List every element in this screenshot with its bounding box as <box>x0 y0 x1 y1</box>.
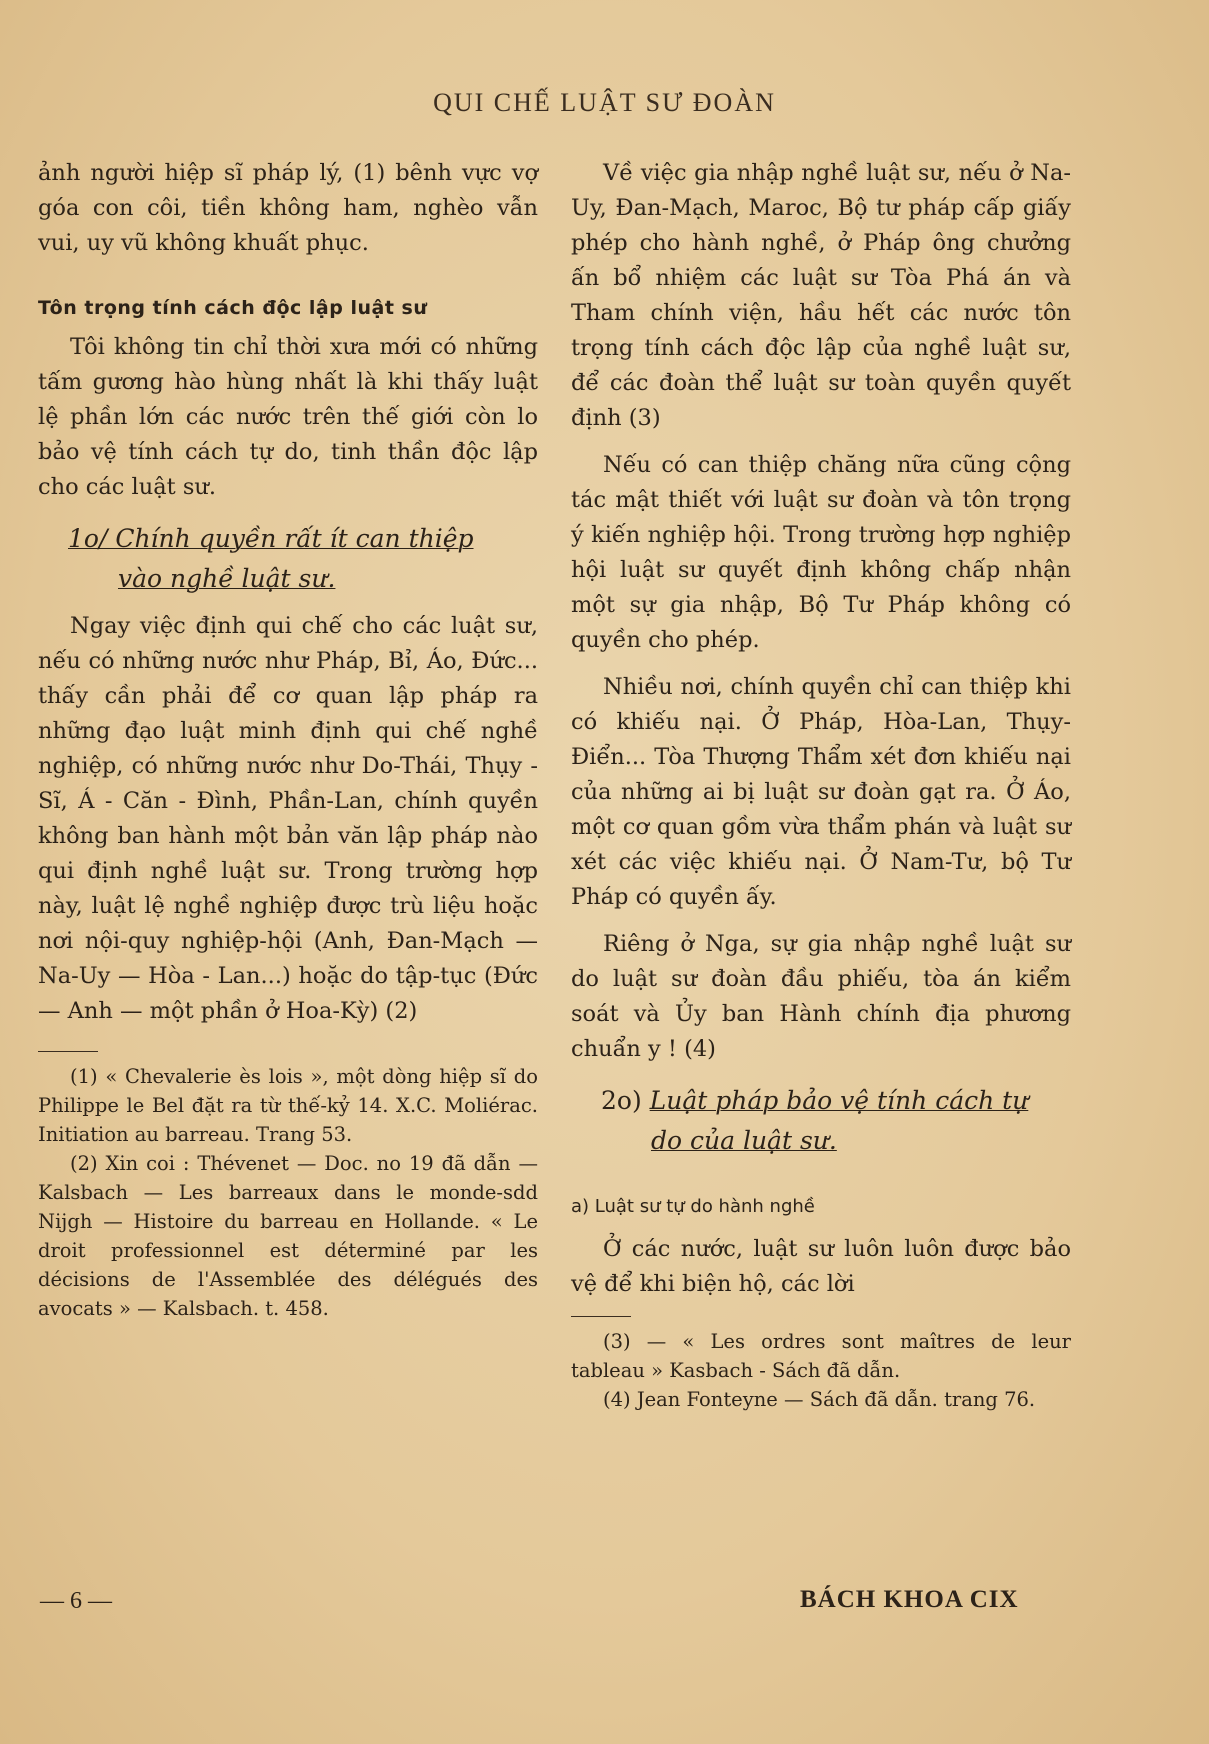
paragraph: Riêng ở Nga, sự gia nhập nghề luật sư do luật sư đoàn đầu phiếu, tòa án kiểm soát và Ủy ban Hành chính địa phương chuẩn y ! (4) <box>571 931 1071 1062</box>
paragraph: Ngay việc định qui chế cho các luật sư, nếu có những nước như Pháp, Bỉ, Áo, Đức... thấy cần phải để cơ quan lập pháp ra những đạo luật minh định qui chế nghề nghiệp, có những nước như Do-Thái, Thụy - Sĩ, Á - Căn - Đình, Phần-Lan, chính quyền không ban hành một bản văn lập pháp nào qui định nghề luật sư. Trong trường hợp này, luật lệ nghề nghiệp được trù liệu hoặc nơi nội-quy nghiệp-hội (Anh, Đan-Mạch — Na-Uy — Hòa - Lan...) hoặc do tập-tục (Đức — Anh — một phần ở Hoa-Kỳ) (2) <box>38 613 538 1024</box>
subsection-heading-line2: do của luật sư. <box>651 1126 837 1155</box>
paragraph: Tôi không tin chỉ thời xưa mới có những tấm gương hào hùng nhất là khi thấy luật lệ phần lớn các nước trên thế giới còn lo bảo vệ tính cách tự do, tinh thần độc lập cho các luật sư. <box>38 334 538 500</box>
minor-heading: a) Luật sư tự do hành nghề <box>571 1196 815 1217</box>
footnote-rule <box>571 1316 631 1317</box>
footnote-rule <box>38 1051 98 1052</box>
magazine-name: BÁCH KHOA CIX <box>800 1586 1019 1613</box>
page-number: — 6 — <box>40 1588 112 1614</box>
paragraph: Nếu có can thiệp chăng nữa cũng cộng tác mật thiết với luật sư đoàn và tôn trọng ý kiến nghiệp hội. Trong trường hợp nghiệp hội luật sư quyết định không chấp nhận một sự gia nhập, Bộ Tư Pháp không có quyền cho phép. <box>571 452 1071 653</box>
right-column <box>571 156 1071 1414</box>
paragraph: Nhiều nơi, chính quyền chỉ can thiệp khi có khiếu nại. Ở Pháp, Hòa-Lan, Thụy-Điển... Tòa Thượng Thẩm xét đơn khiếu nại của những ai bị luật sư đoàn gạt ra. Ở Áo, một cơ quan gồm vừa thẩm phán và luật sư xét các việc khiếu nại. Ở Nam-Tư, bộ Tư Pháp có quyền ấy. <box>571 674 1071 910</box>
subsection-heading <box>38 519 538 599</box>
left-column <box>38 156 538 1323</box>
subsection-heading-line2: vào nghề luật sư. <box>118 564 336 593</box>
paragraph: Ở các nước, luật sư luôn luôn được bảo vệ để khi biện hộ, các lời <box>571 1236 1071 1297</box>
footnotes <box>38 1051 538 1323</box>
subsection-heading-line1: 1o/ Chính quyền rất ít can thiệp <box>68 524 474 553</box>
subsection-number: 2o) <box>601 1086 642 1115</box>
footnote-3: (3) — « Les ordres sont maîtres de leur tableau » Kasbach - Sách đã dẫn. <box>571 1330 1071 1382</box>
paragraph: Về việc gia nhập nghề luật sư, nếu ở Na-Uy, Đan-Mạch, Maroc, Bộ tư pháp cấp giấy phép cho hành nghề, ở Pháp ông chưởng ấn bổ nhiệm các luật sư Tòa Phá án và Tham chính viện, hầu hết các nước tôn trọng tính cách độc lập của nghề luật sư, để các đoàn thể luật sư toàn quyền quyết định (3) <box>571 160 1071 431</box>
subsection-heading-line1: Luật pháp bảo vệ tính cách tự <box>649 1086 1029 1115</box>
footnote-4: (4) Jean Fonteyne — Sách đã dẫn. trang 76. <box>603 1388 1036 1411</box>
section-heading: Tôn trọng tính cách độc lập luật sư <box>38 297 428 319</box>
subsection-heading <box>571 1081 1071 1161</box>
footnote-1: (1) « Chevalerie ès lois », một dòng hiệp sĩ do Philippe le Bel đặt ra từ thế-kỷ 14. X.C. Moliérac. Initiation au barreau. Trang 53. <box>38 1065 538 1146</box>
footnotes <box>571 1316 1071 1414</box>
paragraph: ảnh người hiệp sĩ pháp lý, (1) bênh vực vợ góa con côi, tiền không ham, nghèo vẫn vui, uy vũ không khuất phục. <box>38 160 538 256</box>
footnote-2: (2) Xin coi : Thévenet — Doc. no 19 đã dẫn — Kalsbach — Les barreaux dans le monde-sdd Nijgh — Histoire du barreau en Hollande. « Le droit professionnel est déterminé par les décisions de l'Assemblée des délégués des avocats » — Kalsbach. t. 458. <box>38 1152 538 1320</box>
running-header: QUI CHẾ LUẬT SƯ ĐOÀN <box>433 88 776 117</box>
